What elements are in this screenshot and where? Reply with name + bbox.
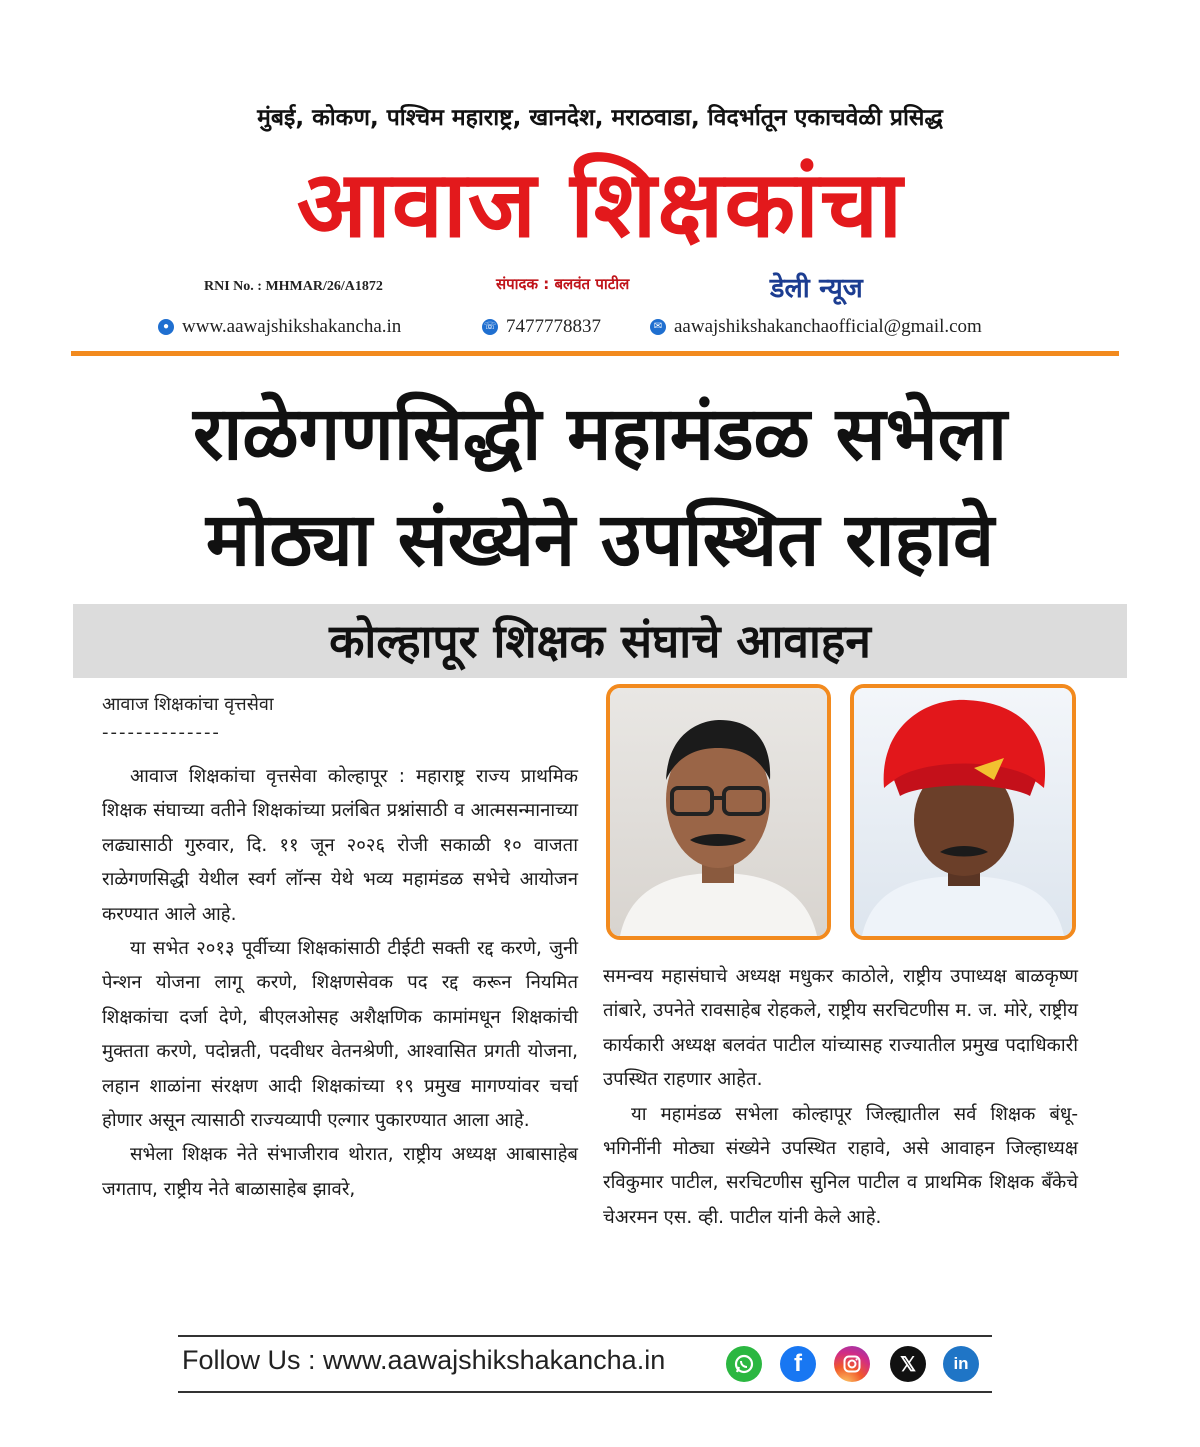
- phone-text: 7477778837: [506, 316, 601, 337]
- x-icon[interactable]: 𝕏: [890, 1346, 926, 1382]
- article-column-left: [102, 760, 578, 1207]
- byline: आवाज शिक्षकांचा वृत्तसेवा: [102, 694, 274, 715]
- article-paragraph-1: आवाज शिक्षकांचा वृत्तसेवा कोल्हापूर : महाराष्ट्र राज्य प्राथमिक शिक्षक संघाच्या वतीने शिक्षकांच्या प्रलंबित प्रश्नांसाठी व आत्मसन्मानाच्या लढ्यासाठी गुरुवार, दि. ११ जून २०२६ रोजी सकाळी १० वाजता राळेगणसिद्धी येथील स्वर्ग लॉन्स येथे भव्य महामंडळ सभेचे आयोजन करण्यात आले आहे.: [102, 766, 578, 925]
- headline-line-1: राळेगणसिद्धी महामंडळ सभेला: [192, 391, 1008, 477]
- email-text: aawajshikshakanchaofficial@gmail.com: [674, 316, 982, 337]
- facebook-icon[interactable]: f: [780, 1346, 816, 1382]
- masthead-divider: [71, 351, 1119, 356]
- article-column-right: [603, 960, 1078, 1235]
- contact-website[interactable]: [158, 316, 401, 338]
- article-paragraph-4: या महामंडळ सभेला कोल्हापूर जिल्ह्यातील सर्व शिक्षक बंधू-भगिनींनी मोठ्या संख्येने उपस्थित राहावे, असे आवाहन जिल्हाध्यक्ष रविकुमार पाटील, सरचिटणीस सुनिल पाटील व प्राथमिक शिक्षक बँकेचे चेअरमन एस. व्ही. पाटील यांनी केले आहे.: [603, 1103, 1078, 1228]
- globe-icon: ●: [158, 319, 174, 335]
- subheadline: कोल्हापूर शिक्षक संघाचे आवाहन: [329, 614, 871, 668]
- contact-email[interactable]: [650, 316, 982, 338]
- masthead-tagline: मुंबई, कोकण, पश्चिम महाराष्ट्र, खानदेश, मराठवाडा, विदर्भातून एकाचवेळी प्रसिद्ध: [257, 105, 943, 131]
- article-paragraph-2: या सभेत २०१३ पूर्वीच्या शिक्षकांसाठी टीईटी सक्ती रद्द करणे, जुनी पेन्शन योजना लागू करणे, शिक्षणसेवक पद रद्द करून नियमित शिक्षकांचा दर्जा देणे, बीएलओसह अशैक्षणिक कामांमधून शिक्षकांची मुक्तता करणे, पदोन्नती, पदवीधर वेतनश्रेणी, आश्वासित प्रगती योजना, लहान शाळांना संरक्षण आदी शिक्षकांच्या १९ प्रमुख मागण्यांवर चर्चा होणार असून त्यासाठी राज्यव्यापी एल्गार पुकारण्यात आला आहे.: [102, 938, 578, 1132]
- portrait-photo-2: [850, 684, 1076, 940]
- daily-news-label: डेली न्यूज: [770, 273, 863, 304]
- rni-number: RNI No. : MHMAR/26/A1872: [204, 279, 383, 294]
- newspaper-title: आवाज शिक्षकांचा: [296, 151, 904, 258]
- instagram-icon[interactable]: [834, 1346, 870, 1382]
- article-paragraph-3-continued: समन्वय महासंघाचे अध्यक्ष मधुकर काठोले, राष्ट्रीय उपाध्यक्ष बाळकृष्ण तांबारे, उपनेते रावसाहेब रोहकले, राष्ट्रीय सरचिटणीस म. ज. मोरे, राष्ट्रीय कार्यकारी अध्यक्ष बलवंत पाटील यांच्यासह राज्यातील प्रमुख पदाधिकारी उपस्थित राहणार आहेत.: [603, 966, 1078, 1091]
- byline-separator: --------------: [102, 722, 221, 743]
- portrait-photo-1: [606, 684, 831, 940]
- phone-icon: ☏: [482, 319, 498, 335]
- editor-credit: संपादक : बलवंत पाटील: [496, 275, 630, 293]
- footer-rule-bottom: [178, 1391, 992, 1393]
- contact-phone[interactable]: [482, 316, 601, 338]
- footer-rule-top: [178, 1335, 992, 1337]
- article-paragraph-3: सभेला शिक्षक नेते संभाजीराव थोरात, राष्ट्रीय अध्यक्ष आबासाहेब जगताप, राष्ट्रीय नेते बाळासाहेब झावरे,: [102, 1144, 578, 1200]
- headline-line-2: मोठ्या संख्येने उपस्थित राहावे: [205, 497, 995, 583]
- linkedin-icon[interactable]: in: [943, 1346, 979, 1382]
- follow-us-link[interactable]: Follow Us : www.aawajshikshakancha.in: [182, 1345, 666, 1375]
- email-icon: ✉: [650, 319, 666, 335]
- website-text: www.aawajshikshakancha.in: [182, 316, 402, 337]
- whatsapp-icon[interactable]: [726, 1346, 762, 1382]
